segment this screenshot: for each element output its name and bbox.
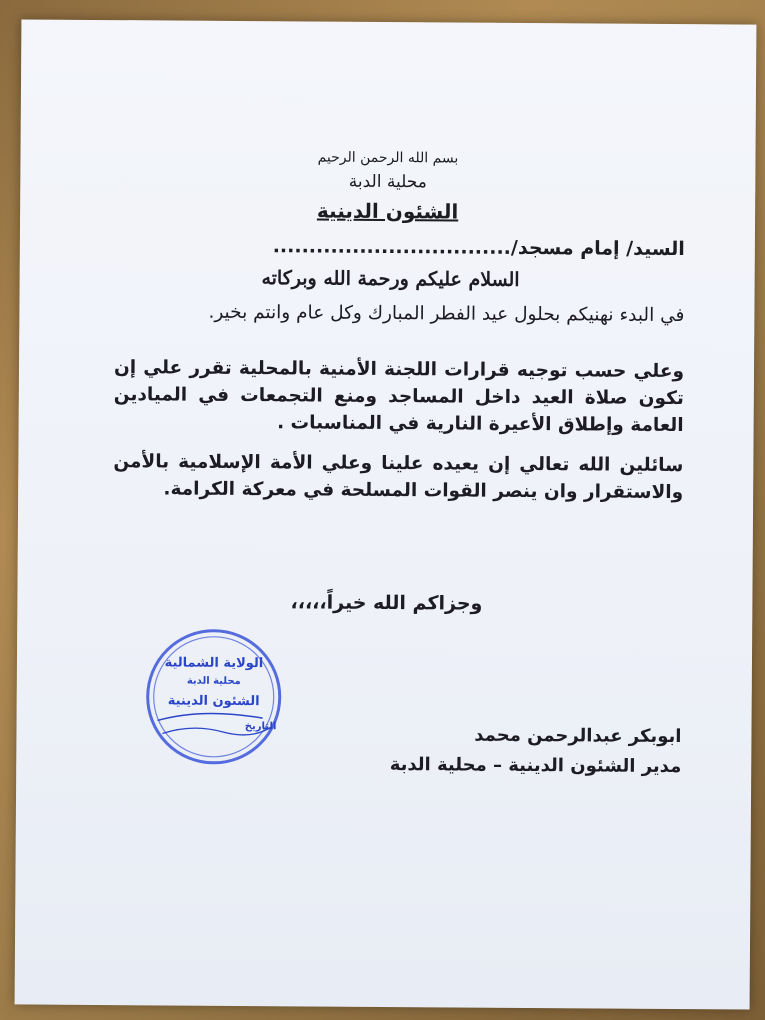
stamp-locality: محلية الدبة — [186, 675, 241, 687]
letter-paper — [15, 19, 757, 1009]
signatory-title: مدير الشئون الدينية – محلية الدبة — [389, 754, 682, 778]
closing-line: وجزاكم الله خيراً،،،،، — [290, 591, 483, 615]
stamp-text-group — [142, 625, 285, 768]
paragraph-congratulations: في البدء نهنيكم بحلول عيد الفطر المبارك وكل عام وانتم بخير. — [208, 301, 685, 327]
locality-heading: محلية الدبة — [348, 171, 427, 193]
basmala-heading: بسم الله الرحمن الرحيم — [317, 149, 459, 167]
stamp-date-label: التاريخ — [244, 721, 277, 733]
paragraph-decision: وعلي حسب توجيه قرارات اللجنة الأمنية بالمحلية تقرر علي إن تكون صلاة العيد داخل المساجد ومنع التجمعات في الميادين العامة وإطلاق الأعيرة النارية في المناسبات . — [113, 357, 685, 437]
department-heading: الشئون الدينية — [316, 198, 459, 224]
paragraph-prayer: سائلين الله تعالي إن يعيده علينا وعلي الأمة الإسلامية بالأمن والاستقرار وان ينصر القوات المسلحة في معركة الكرامة. — [113, 451, 684, 504]
addressee-line: السيد/ إمام مسجد/................................. — [272, 235, 685, 261]
stamp-department: الشئون الدينية — [167, 693, 260, 710]
signatory-name: ابوبكر عبدالرحمن محمد — [474, 724, 682, 748]
greeting-line: السلام عليكم ورحمة الله وبركاته — [261, 267, 520, 291]
letter-document — [15, 19, 757, 1009]
stamp-state: الولاية الشمالية — [164, 655, 264, 672]
